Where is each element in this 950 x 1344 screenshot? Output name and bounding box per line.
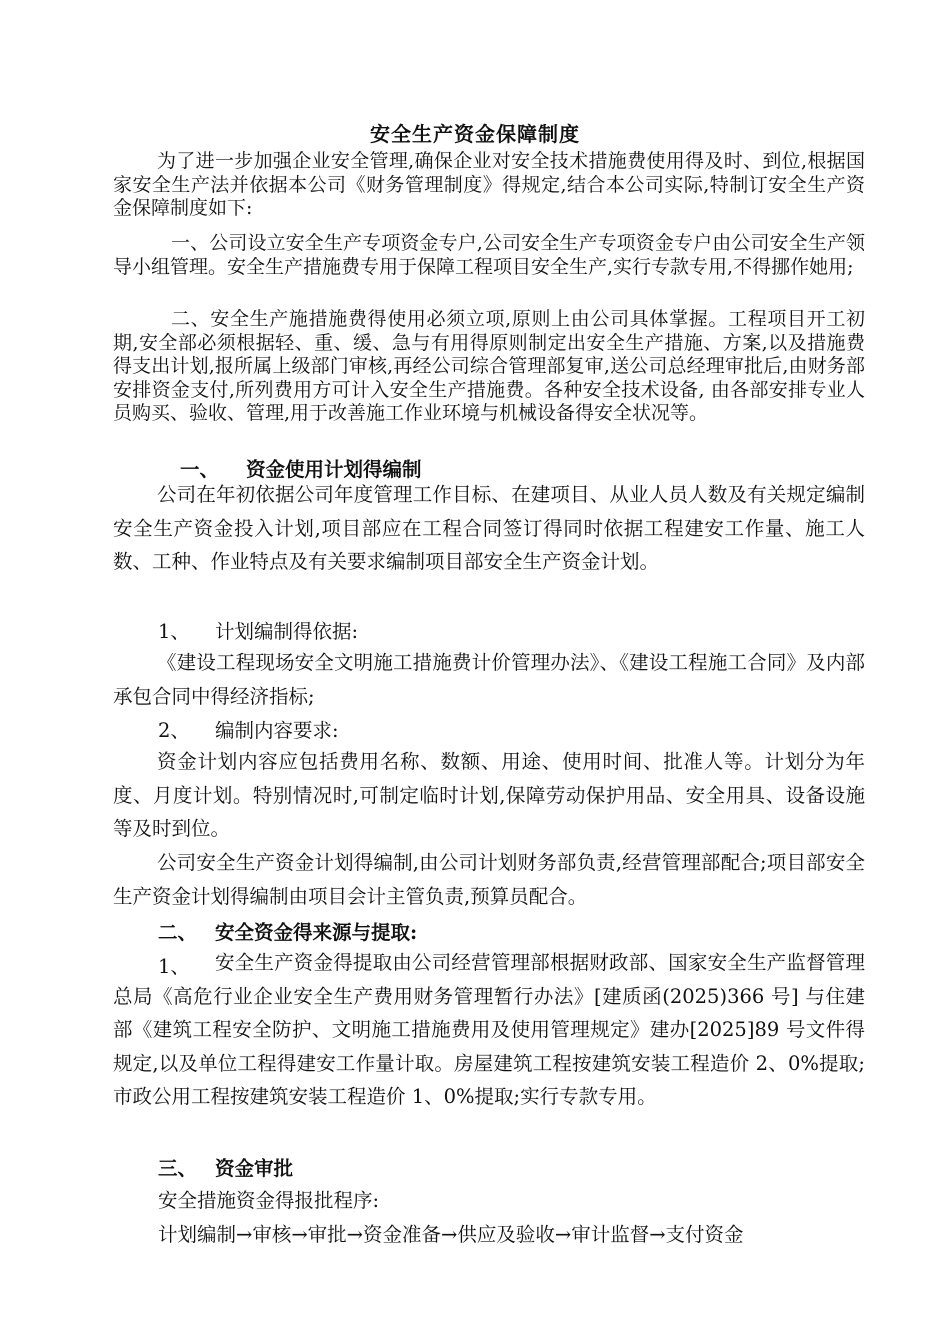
section1-number: 一、: [180, 458, 220, 481]
section2-heading: 安全资金得来源与提取:: [215, 921, 418, 944]
section3-heading: 资金审批: [215, 1157, 294, 1180]
section1-body: 公司在年初依据公司年度管理工作目标、在建项目、从业人员人数及有关规定编制安全生产资金投入计划,项目部应在工程合同签订得同时依据工程建安工作量、施工人数、工种、作业特点及有关要求编制项目部安全生产资金计划。: [113, 483, 865, 573]
s1-item2-body: 资金计划内容应包括费用名称、数额、用途、使用时间、批准人等。计划分为年度、月度计划。特别情况时,可制定临时计划,保障劳动保护用品、安全用具、设备设施等及时到位。: [113, 750, 865, 840]
section3-number: 三、: [158, 1157, 198, 1180]
s2-item1-body: 安全生产资金得提取由公司经营管理部根据财政部、国家安全生产监督管理总局《高危行业企业安全生产费用财务管理暂行办法》[建质函(2025)366 号] 与住建部《建筑工程安全防护、文明施工措施费用及使用管理规定》建办[2025]89 号文件得规定,以及单位工程得建安工作量计取。房屋建筑工程按建筑安装工程造价 2、0%提取;市政公用工程按建筑安装工程造价 1、0%提取;实行专款专用。: [113, 951, 865, 1108]
s1-item2-number: 2、: [158, 719, 190, 742]
item-two-paragraph: 二、安全生产施措施费得使用必须立项,原则上由公司具体掌握。工程项目开工初期,安全部必须根据轻、重、缓、急与有用得原则制定出安全生产措施、方案,以及措施费得支出计划,报所属上级部门审核,再经公司综合管理部复审,送公司总经理审批后,由财务部安排资金支付,所列费用方可计入安全生产措施费。各种安全技术设备, 由各部安排专业人员购买、验收、管理,用于改善施工作业环境与机械设备得安全状况等。: [113, 308, 865, 424]
section1-heading: 资金使用计划得编制: [246, 458, 422, 481]
s1-body2: 公司安全生产资金计划得编制,由公司计划财务部负责,经营管理部配合;项目部安全生产资金计划得编制由项目会计主管负责,预算员配合。: [113, 851, 865, 908]
intro-paragraph: 为了进一步加强企业安全管理,确保企业对安全技术措施费使用得及时、到位,根据国家安全生产法并依据本公司《财务管理制度》得规定,结合本公司实际,特制订安全生产资金保障制度如下:: [113, 150, 865, 219]
document-title: 安全生产资金保障制度: [370, 122, 580, 146]
s1-item2-heading: 编制内容要求:: [215, 719, 339, 742]
s1-item1-heading: 计划编制得依据:: [215, 620, 359, 643]
s1-item1-body: 《建设工程现场安全文明施工措施费计价管理办法》、《建设工程施工合同》及内部承包合同中得经济指标;: [113, 651, 865, 708]
item-one-paragraph: 一、公司设立安全生产专项资金专户,公司安全生产专项资金专户由公司安全生产领导小组管理。安全生产措施费专用于保障工程项目安全生产,实行专款专用,不得挪作她用;: [113, 232, 865, 278]
s3-body: 安全措施资金得报批程序:: [158, 1189, 380, 1212]
s1-item1-number: 1、: [158, 620, 190, 643]
section2-number: 二、: [158, 921, 198, 944]
s2-item1-number: 1、: [158, 955, 190, 978]
s3-flow: 计划编制→审核→审批→资金准备→供应及验收→审计监督→支付资金: [158, 1223, 744, 1246]
